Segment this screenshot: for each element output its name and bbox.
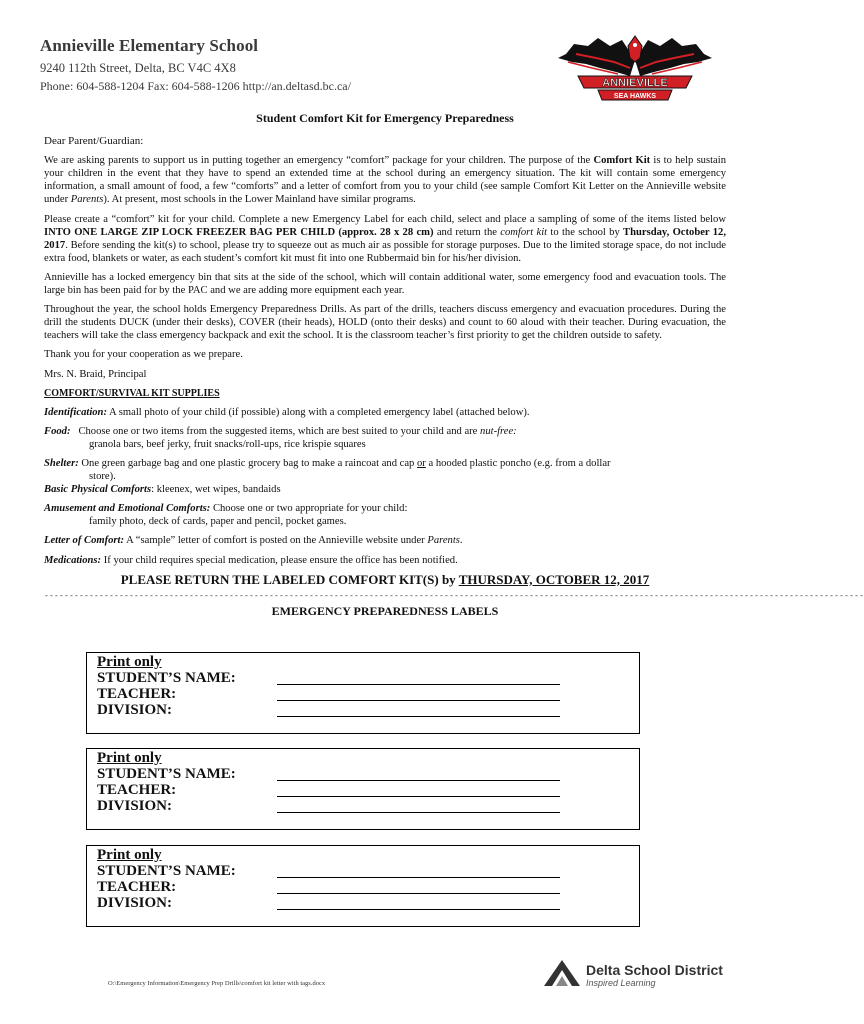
delta-triangle-icon: [542, 958, 582, 988]
division-label: DIVISION:: [97, 798, 173, 814]
letter-body: [44, 111, 864, 618]
emergency-label-3: [86, 845, 640, 927]
file-path: O:\Emergency Information\Emergency Prep Drills\comfort kit letter with tags.docx: [108, 980, 326, 987]
division-field[interactable]: [277, 716, 560, 717]
teacher-label: TEACHER:: [97, 879, 177, 895]
labels-title: EMERGENCY PREPAREDNESS LABELS: [271, 603, 499, 618]
school-address: 9240 112th Street, Delta, BC V4C 4X8: [40, 61, 236, 75]
supply-identification: Identification: A small photo of your child (if possible) along with a completed emergency label (attached below).: [44, 406, 530, 418]
student-name-label: STUDENT’S NAME:: [97, 670, 236, 686]
supply-letter: Letter of Comfort: A “sample” letter of comfort is posted on the Annieville website under Parents.: [44, 535, 463, 547]
paragraph-emergency-bin: Annieville has a locked emergency bin that sits at the side of the school, which will contain additional water, some emergency food and evacuation tools. The large bin has been paid for by the PAC and we are adding more equipment each year.: [44, 271, 726, 297]
emergency-label-2: [86, 748, 640, 830]
return-deadline: PLEASE RETURN THE LABELED COMFORT KIT(S) by THURSDAY, OCTOBER 12, 2017: [120, 571, 650, 587]
student-name-label: STUDENT’S NAME:: [97, 766, 236, 782]
teacher-label: TEACHER:: [97, 782, 177, 798]
district-tagline: Inspired Learning: [586, 978, 656, 988]
teacher-field[interactable]: [277, 700, 560, 701]
student-name-field[interactable]: [277, 780, 560, 781]
emergency-label-1: [86, 652, 640, 734]
paragraph-thanks: Thank you for your cooperation as we prepare.: [44, 349, 243, 361]
supplies-heading: COMFORT/SURVIVAL KIT SUPPLIES: [44, 387, 220, 399]
paragraph-drills: Throughout the year, the school holds Emergency Preparedness Drills. As part of the drills, teachers discuss emergency and evacuation procedures. During the drill the students DUCK (under their desks), COVER (their heads), HOLD (onto their desks) and count to 60 aloud with their teacher. During evacuation, the teachers will take the class emergency backpack and exit the school. It is the classroom teacher’s first priority to get the children outside to safety.: [44, 304, 726, 342]
division-label: DIVISION:: [97, 702, 173, 718]
print-only-label: Print only: [97, 654, 162, 670]
division-label: DIVISION:: [97, 895, 173, 911]
school-name: Annieville Elementary School: [40, 36, 259, 55]
supply-amusement: Amusement and Emotional Comforts: Choose one or two appropriate for your child: family photo, deck of cards, paper and pencil, pocket games.: [44, 503, 408, 528]
paragraph-instructions: Please create a “comfort” kit for your child. Complete a new Emergency Label for each child, select and place a sampling of some of the items listed below INTO ONE LARGE ZIP LOCK FREEZER BAG PER CHILD (approx. 28 x 28 cm) and return the comfort kit to the school by Thursday, October 12, 2017. Before sending the kit(s) to school, please try to squeeze out as much air as possible for storage purposes. Due to the limited storage space, do not include extra food, blankets or water, as each student’s comfort kit must fit into one Rubbermaid bin for his/her division.: [44, 213, 726, 264]
supply-shelter: Shelter: One green garbage bag and one plastic grocery bag to make a raincoat and cap or a hooded plastic poncho (e.g. from a dollar store).: [44, 457, 611, 483]
division-field[interactable]: [277, 812, 560, 813]
supply-medications: Medications: If your child requires special medication, please ensure the office has been notified.: [44, 554, 458, 566]
print-only-label: Print only: [97, 750, 162, 766]
cut-line: --------------------------------------------------------------------------------------------------------------------------------------------------------------------: [44, 591, 864, 601]
teacher-field[interactable]: [277, 893, 560, 894]
logo-text-annieville: ANNIEVILLE: [602, 77, 668, 89]
student-name-field[interactable]: [277, 684, 560, 685]
letterhead: [40, 36, 580, 94]
division-field[interactable]: [277, 909, 560, 910]
student-name-field[interactable]: [277, 877, 560, 878]
logo-text-sea-hawks: SEA HAWKS: [613, 93, 657, 100]
sea-hawks-logo: [556, 32, 714, 108]
teacher-field[interactable]: [277, 796, 560, 797]
teacher-label: TEACHER:: [97, 686, 177, 702]
greeting: Dear Parent/Guardian:: [44, 135, 144, 148]
document-title: Student Comfort Kit for Emergency Preparedness: [256, 111, 514, 125]
student-name-label: STUDENT’S NAME:: [97, 863, 236, 879]
print-only-label: Print only: [97, 847, 162, 863]
supply-food: Food: Choose one or two items from the suggested items, which are best suited to your child and are nut-free: granola bars, beef jerky, fruit snacks/roll-ups, rice krispie squares: [44, 425, 517, 450]
school-contact: Phone: 604-588-1204 Fax: 604-588-1206 http://an.deltasd.bc.ca/: [40, 79, 351, 93]
paragraph-purpose: We are asking parents to support us in putting together an emergency “comfort” package for your children. The purpose of the Comfort Kit is to help sustain your children in the event that they have to spend an extended time at the school during an emergency situation. The kit will contain some emergency information, a small amount of food, a few “comforts” and a letter of comfort from you to your child (see sample Comfort Kit Letter on the Annieville website under Parents). At present, most schools in the Lower Mainland have similar programs.: [44, 155, 726, 206]
district-name: Delta School District: [586, 962, 723, 978]
supply-physical-comforts: Basic Physical Comforts: kleenex, wet wipes, bandaids: [44, 484, 281, 496]
signature: Mrs. N. Braid, Principal: [44, 368, 147, 380]
